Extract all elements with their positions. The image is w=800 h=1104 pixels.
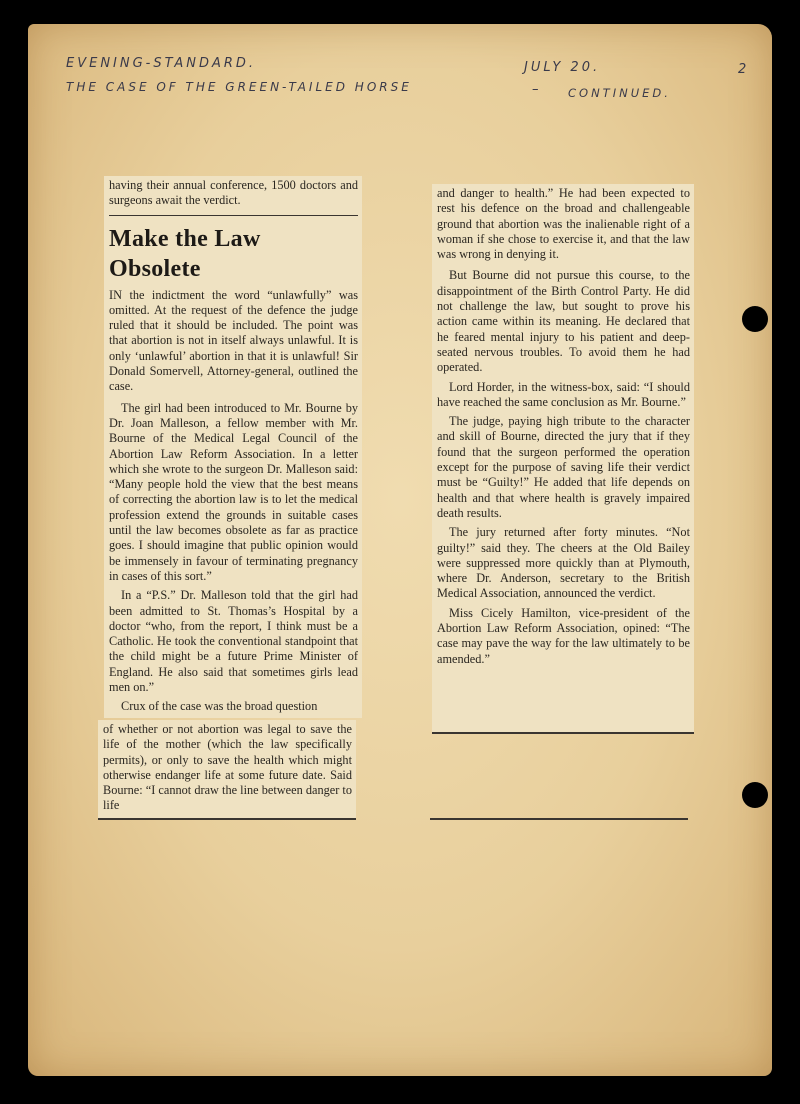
article-paragraph: But Bourne did not pursue this course, to the disappointment of the Birth Control Party. He did not challenge the law, but sought to prove his action came within its meaning. He declared that he feared mental injury to his patient and deep-seated nervous troubles. To avoid them he had operated.	[437, 268, 690, 375]
handwritten-dash: –	[532, 82, 542, 97]
article-paragraph: of whether or not abortion was legal to save the life of the mother (which the law specifically permits), or only to save the health which might otherwise endanger life at some future date. Said Bourne: “I cannot draw the line between danger to life	[103, 722, 352, 813]
end-rule	[430, 818, 688, 820]
article-paragraph: In a “P.S.” Dr. Malleson told that the girl had been admitted to St. Thomas’s Hospital by a doctor “who, from the report, I think must be a Catholic. He took the conventional standpoint that the child might be a future Prime Minister of England. He also said that sometimes girls lead men on.”	[109, 588, 358, 695]
binder-hole-top	[742, 306, 768, 332]
article-paragraph: The girl had been introduced to Mr. Bourne by Dr. Joan Malleson, a fellow member with Mr. Bourne of the Medical Legal Council of the Abortion Law Reform Association. In a letter which she wrote to the surgeon Dr. Malleson said: “Many people hold the view that the best means of correcting the abortion law is to let the medical profession extend the grounds in suitable cases until the law becomes obsolete as far as practice goes. I should imagine that public opinion would be immensely in favour of terminating pregnancy in cases of this sort.”	[109, 400, 358, 583]
handwritten-page-mark: 2	[738, 62, 750, 77]
article-paragraph: Miss Cicely Hamilton, vice-president of the Abortion Law Reform Association, opined: “The case may pave the way for the law ultimately to be amended.”	[437, 605, 690, 666]
handwritten-continued: CONTINUED.	[568, 86, 671, 100]
article-paragraph: Crux of the case was the broad question	[121, 699, 318, 714]
article-paragraph: The judge, paying high tribute to the character and skill of Bourne, directed the jury that if they found that the surgeon performed the operation except for the purpose of saving life their verdict must be “Guilty!” He added that life depends on health and that where health is gravely impaired death results.	[437, 414, 690, 520]
article-headline: Make the Law Obsolete	[109, 225, 261, 282]
left-clipping-upper	[104, 176, 362, 718]
handwritten-date: JULY 20.	[524, 60, 601, 75]
article-paragraph: The jury returned after forty minutes. “Not guilty!” said they. The cheers at the Old Bailey were suppressed more quickly than at Plymouth, where Dr. Anderson, secretary to the British Medical Association, announced the verdict.	[437, 525, 690, 601]
handwritten-title: THE CASE OF THE GREEN-TAILED HORSE	[66, 80, 412, 94]
handwritten-source: EVENING-STANDARD.	[66, 56, 257, 71]
binder-hole-bottom	[742, 782, 768, 808]
divider	[109, 215, 358, 216]
article-paragraph: Lord Horder, in the witness-box, said: “I should have reached the same conclusion as Mr. Bourne.”	[437, 379, 690, 409]
left-clipping-lower	[98, 720, 356, 820]
intro-paragraph: having their annual conference, 1500 doctors and surgeons await the verdict.	[109, 178, 358, 208]
article-paragraph: IN the indictment the word “unlawfully” was omitted. At the request of the defence the judge ruled that it should be included. The point was that abortion is not in itself always unlawful. It is only ‘unlawful’ abortion in that it is unlawful! Sir Donald Somervell, Attorney-general, outlined the case.	[109, 287, 358, 394]
right-clipping	[432, 184, 694, 734]
article-paragraph: and danger to health.” He had been expected to rest his defence on the broad and challengeable ground that abortion was the inalienable right of a woman if she chose to exercise it, and that the law was wrong in denying it.	[437, 186, 690, 262]
